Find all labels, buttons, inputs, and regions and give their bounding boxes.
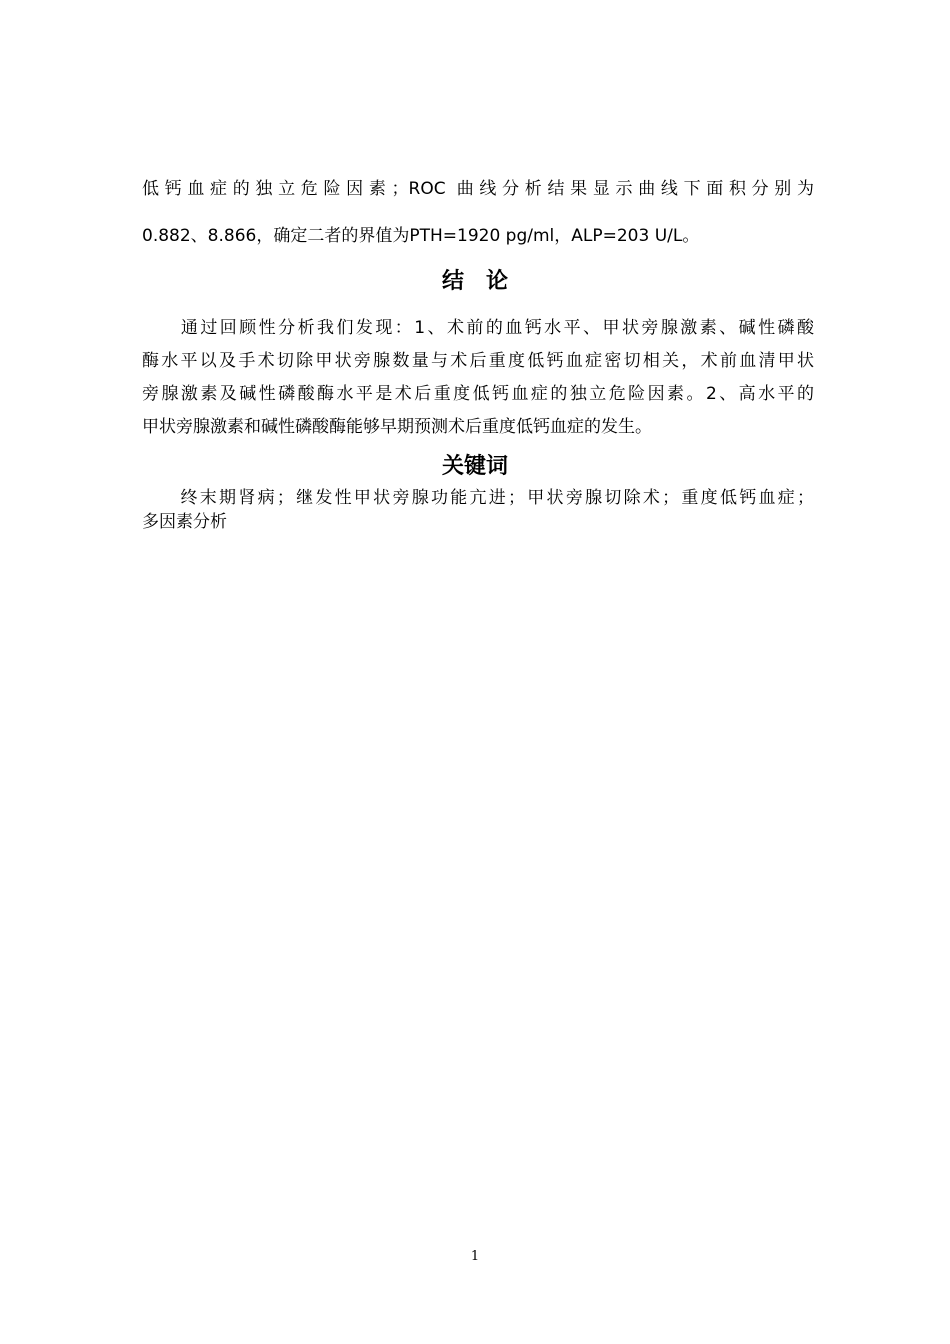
keywords-line-1: 终末期肾病；继发性甲状旁腺功能亢进；甲状旁腺切除术；重度低钙血症； [142,488,814,508]
conclusion-line-3: 旁腺激素及碱性磷酸酶水平是术后重度低钙血症的独立危险因素。2、高水平的 [142,384,814,404]
page-number: 1 [470,1249,480,1264]
abstract-line-2: 0.882、8.866，确定二者的界值为PTH=1920 pg/ml，ALP=203 U/L。 [142,226,700,246]
conclusion-line-4: 甲状旁腺激素和碱性磷酸酶能够早期预测术后重度低钙血症的发生。 [142,417,652,437]
conclusion-line-2: 酶水平以及手术切除甲状旁腺数量与术后重度低钙血症密切相关，术前血清甲状 [142,351,814,371]
conclusion-line-1: 通过回顾性分析我们发现：1、术前的血钙水平、甲状旁腺激素、碱性磷酸 [142,318,814,338]
keywords-heading: 关键词 [441,454,508,479]
keywords-line-2: 多因素分析 [142,512,227,532]
abstract-line-1: 低钙血症的独立危险因素；ROC 曲线分析结果显示曲线下面积分别为 [142,179,814,199]
conclusion-heading: 结 论 [441,269,508,294]
